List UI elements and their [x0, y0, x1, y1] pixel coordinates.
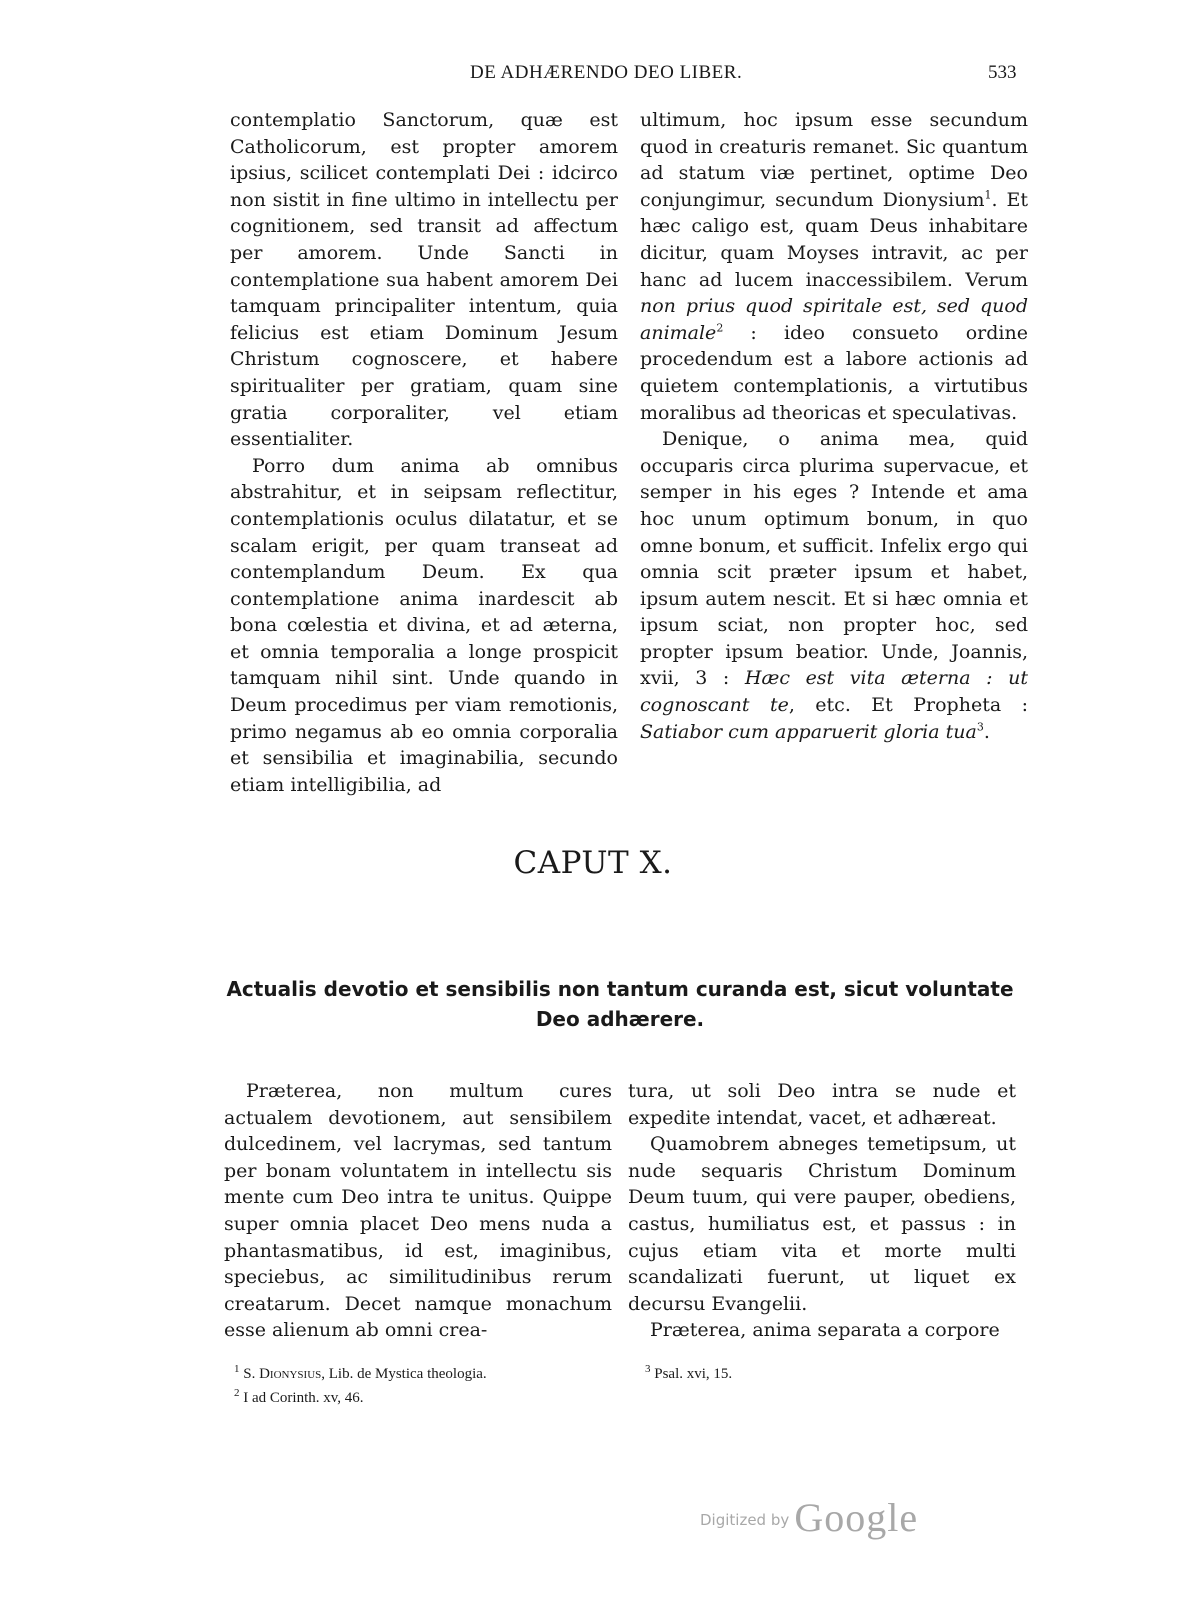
footnote-ref: 2	[716, 321, 724, 335]
paragraph: Præterea, anima separata a corpore	[650, 1319, 1000, 1342]
google-logo: Google	[794, 1495, 919, 1540]
chapter-summary: Actualis devotio et sensibilis non tantum curanda est, sicut voluntate Deo adhærere.	[226, 977, 1014, 1031]
footnote-text: Psal. xvi, 15.	[654, 1366, 733, 1382]
footnote-ref: 3	[976, 720, 984, 734]
footnote-text: , Lib. de Mystica theologia.	[321, 1366, 487, 1382]
paragraph: Porro dum anima ab omnibus abstrahitur, et in seipsam reflectitur, contemplationis oculus dilatatur, et se scalam erigit, per quam transeat ad contemplandum Deum. Ex qua contemplatione anima inardescit ab bona cœlestia et divina, et ad æterna, et omnia temporalia a longe prospicit tamquam nihil sint. Unde quando in Deum procedimus per viam remotionis, primo negamus ab eo omnia corporalia et sensibilia et imaginabilia, secundo etiam intelligibilia, ad	[230, 454, 618, 796]
left-column-bottom	[224, 1078, 612, 1344]
paragraph	[640, 107, 1028, 426]
text-run: : ideo consueto ordine procedendum est a labore actionis ad quietem contemplationis, a virtutibus moralibus ad theoricas et speculativas.	[640, 321, 1028, 424]
paragraph	[640, 426, 1028, 745]
text-run: .	[983, 720, 990, 743]
italic-quote: Hæc est vita æterna : ut cognoscant te	[640, 667, 1028, 717]
text-run: Denique, o anima mea, quid occuparis circa plurima supervacue, et semper in his eges ? Intende et ama hoc unum optimum bonum, in quo omne bonum, et sufficit. Infelix ergo qui omnia scit præter ipsum et habet, ipsum autem nescit. Et si hæc omnia et ipsum sciat, non propter hoc, sed propter ipsum beatior. Unde, Joannis, xvii, 3 :	[640, 428, 1028, 690]
right-column-top	[640, 107, 1028, 745]
footnote-ref: 1	[984, 188, 992, 202]
footnote-author: S. Dionysius	[243, 1366, 322, 1382]
italic-quote: non prius quod spiritale est, sed quod animale	[640, 295, 1028, 344]
page-number: 533	[988, 62, 1017, 83]
footnote-mark: 1	[234, 1363, 240, 1375]
watermark-prefix: Digitized by	[700, 1511, 790, 1529]
running-title: DE ADHÆRENDO DEO LIBER.	[470, 62, 743, 83]
footnote-mark: 3	[645, 1363, 651, 1375]
chapter-title: CAPUT X.	[513, 845, 673, 881]
footnote	[234, 1362, 487, 1386]
paragraph: tura, ut soli Deo intra se nude et expedite intendat, vacet, et adhæreat.	[628, 1080, 1016, 1129]
text-run: . Et hæc caligo est, quam Deus inhabitare dicitur, quam Moyses intravit, ac per hanc ad lucem inaccessibilem. Verum	[640, 188, 1028, 291]
paragraph: contemplatio Sanctorum, quæ est Catholicorum, est propter amorem ipsius, scilicet contemplati Dei : idcirco non sistit in fine ultimo in intellectu per cognitionem, sed transit ad affectum per amorem. Unde Sancti in contemplatione sua habent amorem Dei tamquam principaliter intentum, quia felicius est etiam Dominum Jesum Christum cognoscere, et habere spiritualiter per gratiam, quam sine gratia corporaliter, vel etiam essentialiter.	[230, 109, 618, 451]
footnote-text: I ad Corinth. xv, 46.	[243, 1390, 364, 1406]
footnote	[234, 1386, 487, 1410]
italic-quote: Satiabor cum apparuerit gloria tua	[640, 720, 977, 743]
left-column-top	[230, 107, 618, 798]
right-column-bottom	[628, 1078, 1016, 1344]
footnotes-right	[645, 1362, 732, 1386]
digitized-watermark	[700, 1494, 918, 1541]
paragraph: Quamobrem abneges temetipsum, ut nude sequaris Christum Dominum Deum tuum, qui vere pauper, obediens, castus, humiliatus est, et passus : in cujus etiam vita et morte multi scandalizati fuerunt, ut liquet ex decursu Evangelii.	[628, 1133, 1016, 1315]
text-run: ultimum, hoc ipsum esse secundum quod in creaturis remanet. Sic quantum ad statum viæ pertinet, optime Deo conjungimur, secundum Dionysium	[640, 109, 1028, 211]
footnote-mark: 2	[234, 1387, 240, 1399]
footnote	[645, 1362, 732, 1386]
paragraph: Præterea, non multum cures actualem devotionem, aut sensibilem dulcedinem, vel lacrymas, sed tantum per bonam voluntatem in intellectu sis mente cum Deo intra te unitus. Quippe super omnia placet Deo mens nuda a phantasmatibus, id est, imaginibus, speciebus, ac similitudinibus rerum creatarum. Decet namque monachum esse alienum ab omni crea-	[224, 1080, 612, 1342]
footnotes-left	[234, 1362, 487, 1410]
text-run: , etc. Et Propheta :	[788, 694, 1028, 717]
